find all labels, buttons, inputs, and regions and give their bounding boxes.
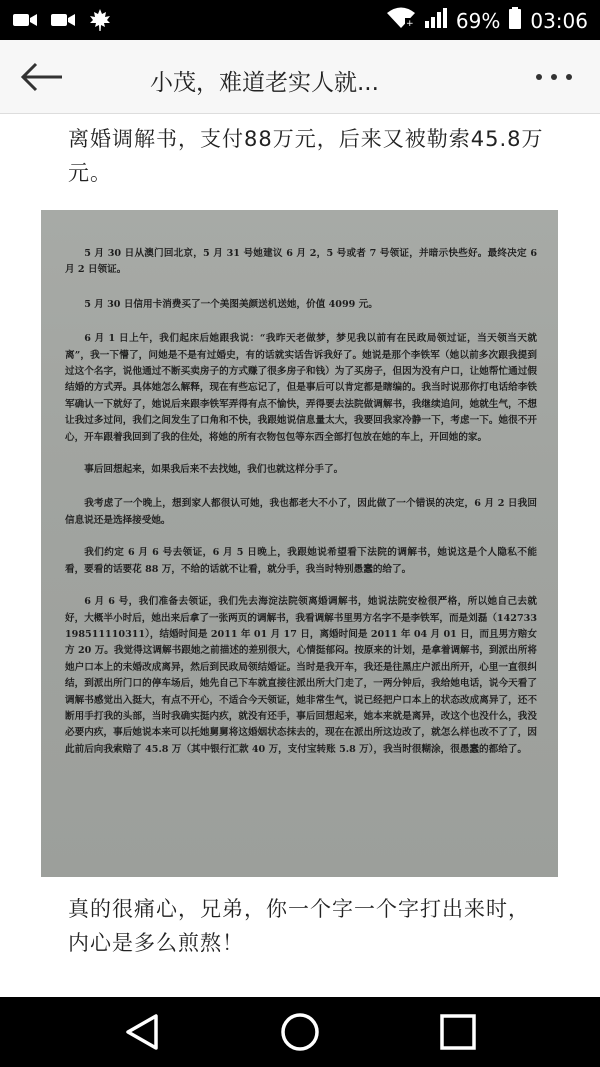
- video-icon: [12, 10, 38, 34]
- more-dots-icon: [534, 72, 574, 82]
- app-bar: [0, 40, 600, 114]
- page-title: 小茂，难道老实人就...: [150, 70, 379, 96]
- document-paragraph: 5 月 30 日信用卡消费买了一个美图美颜送机送她，价值 4099 元。: [84, 298, 378, 310]
- back-button[interactable]: [14, 54, 70, 100]
- article-paragraph: 真的很痛心，兄弟，你一个字一个字打出来时，内心是多么煎熬！: [68, 897, 530, 955]
- maple-leaf-icon: [88, 8, 112, 36]
- document-text: [65, 246, 537, 774]
- document-photo[interactable]: [41, 210, 558, 877]
- back-arrow-icon: [20, 62, 64, 92]
- document-paragraph: 6 月 1 日上午，我们起床后她跟我说：“我昨天老做梦，梦见我以前有在民政局领过证，当天领当天就离”，我一下懵了，问她是不是有过婚史，有的话就实话告诉我好了。她说是那个李铁军（她以前多次跟我提到过这个名字，说他通过不断买卖房子的方式赚了很多房子和钱）为了买房子，但因为没有户口，让她帮忙通过假结婚的方式弄。具体她怎么解释，现在有些忘记了，但是事后可以肯定都是瞎编的。我当时说那你打电话给李铁军确认一下就好了，她说后来跟李铁军弄得有点不愉快，弄得要去法院做调解书，我继续追问，她就生气，不想让我过多过问，我们之间发生了口角和不快，我跟她说信息量太大，我要回我家冷静一下，考虑一下。她很不开心，开车跟着我回到了我的住处，将她的所有衣物包包等东西全部打包放在她的车上，开回她的家。: [65, 333, 537, 443]
- clock: 03:06: [530, 8, 588, 33]
- back-triangle-icon: [124, 1012, 160, 1052]
- document-paragraph: 我考虑了一个晚上，想到家人都很认可她，我也都老大不小了，因此做了一个错误的决定，6 月 2 日我回信息说还是选择接受她。: [65, 498, 537, 526]
- document-paragraph: 6 月 6 号，我们准备去领证，我们先去海淀法院领离婚调解书，她说法院安检很严格，所以她自己去就好，大概半小时后，她出来后拿了一张两页的调解书，我看调解书里男方名字不是李铁军，而是刘磊（142733198511110311），结婚时间是 2011 年 01 月 17 日，离婚时间是 2011 年 04 月 01 日，而且男方赔女方 20 万。我觉得这调解书跟她之前描述的差别很大，心情挺郁闷。按原来的计划，是拿着调解书，到派出所将她户口本上的未婚改成离异，然后到民政局领结婚证。当时是我开车，我还是往黑庄户派出所开，心里一直很纠结，到派出所门口的停车场后，她先自己下车就直接往派出所大门走了，一两分钟后，我给她电话，说今天看了调解书感觉出入挺大，有点不开心，不适合今天领证，她非常生气，说已经把户口本上的状态改成离异了，还不断用手打我的头部，当时我确实挺内疚，就没有还手，事后回想起来，她本来就是离异，改这个也没什么，我没必要内疚，事后她说本来可以托她舅舅将这婚姻状态抹去的，现在在派出所这边改了，就怎么样也改不了了，因此前后向我索赔了 45.8 万（其中银行汇款 40 万，支付宝转账 5.8 万），我当时很糊涂，很愚蠢的都给了。: [65, 596, 537, 755]
- nav-home-button[interactable]: [270, 1009, 330, 1055]
- status-bar: [0, 0, 600, 40]
- document-paragraph: 5 月 30 日从澳门回北京，5 月 31 号她建议 6 月 2，5 号或者 7 号领证，并暗示快些好。最终决定 6 月 2 日领证。: [65, 248, 537, 276]
- battery-icon: [508, 6, 522, 35]
- nav-back-button[interactable]: [112, 1009, 172, 1055]
- signal-icon: [424, 7, 448, 34]
- home-circle-icon: [279, 1011, 321, 1053]
- article-content[interactable]: [0, 114, 600, 997]
- document-paragraph: 我们约定 6 月 6 号去领证，6 月 5 日晚上，我跟她说希望看下法院的调解书，她说这是个人隐私不能看，要看的话要花 88 万，不给的话就不让看，就分手，我当时特别愚蠢的给了。: [65, 547, 537, 575]
- document-paragraph: 事后回想起来，如果我后来不去找她，我们也就这样分手了。: [84, 464, 344, 476]
- more-options-button[interactable]: [532, 60, 576, 94]
- video-icon: [50, 10, 76, 34]
- wifi-icon: [386, 6, 416, 35]
- recents-square-icon: [438, 1012, 478, 1052]
- navigation-bar: [0, 997, 600, 1067]
- system-indicators: [386, 6, 588, 35]
- article-paragraph: 离婚调解书，支付88万元，后来又被勒索45.8万元。: [68, 127, 544, 185]
- notification-icons: [12, 8, 112, 36]
- svg-text:+: +: [405, 19, 414, 29]
- nav-recents-button[interactable]: [428, 1009, 488, 1055]
- battery-percent: 69%: [455, 8, 501, 33]
